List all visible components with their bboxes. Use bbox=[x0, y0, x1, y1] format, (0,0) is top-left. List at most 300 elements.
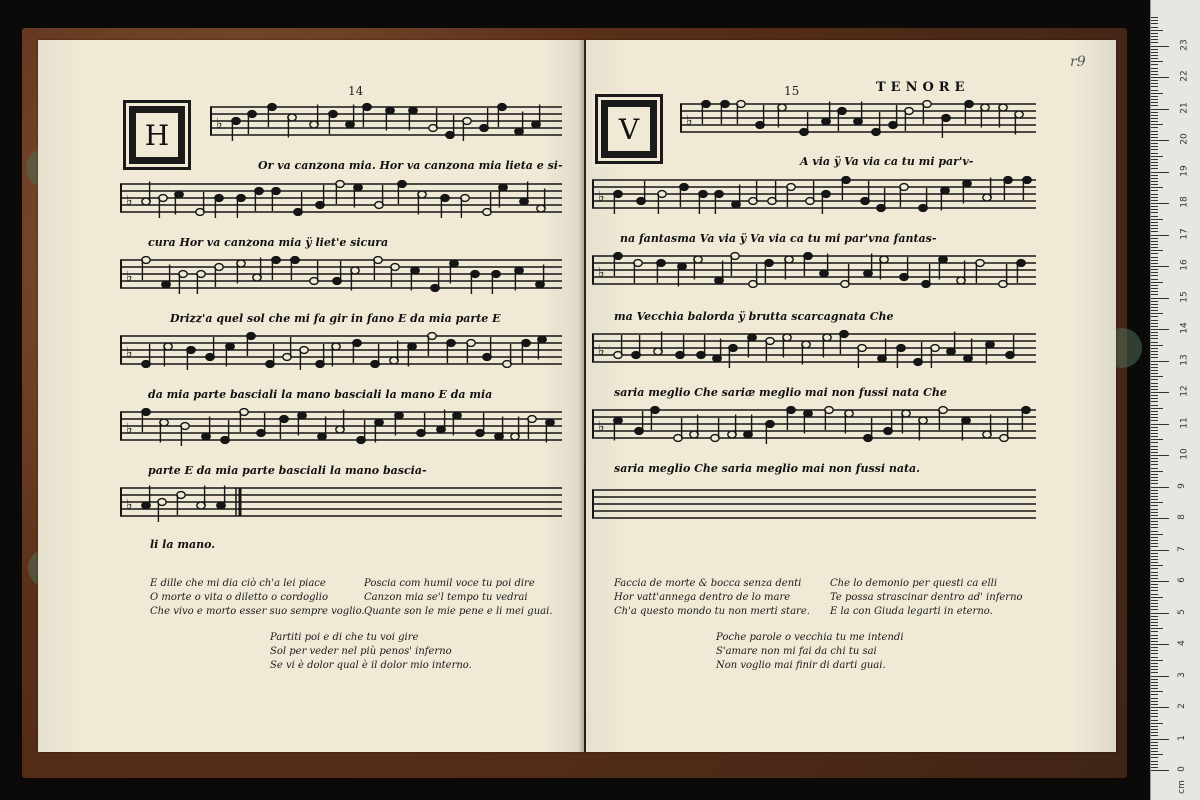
ruler-minor-tick bbox=[1151, 231, 1158, 232]
ruler-minor-tick bbox=[1151, 168, 1158, 169]
ruler-minor-tick bbox=[1151, 156, 1163, 157]
ruler-label: 20 bbox=[1179, 133, 1190, 145]
ruler-minor-tick bbox=[1151, 285, 1158, 286]
ruler-minor-tick bbox=[1151, 23, 1158, 24]
ruler-minor-tick bbox=[1151, 127, 1158, 128]
ruler-minor-tick bbox=[1151, 578, 1158, 579]
ruler-minor-tick bbox=[1151, 471, 1163, 472]
music-staff bbox=[592, 330, 1036, 370]
ruler-minor-tick bbox=[1151, 149, 1158, 150]
ruler-minor-tick bbox=[1151, 461, 1158, 462]
ruler-minor-tick bbox=[1151, 401, 1158, 402]
ruler-minor-tick bbox=[1151, 553, 1158, 554]
ruler-minor-tick bbox=[1151, 90, 1158, 91]
ruler-minor-tick bbox=[1151, 635, 1158, 636]
initial-letter: H bbox=[136, 113, 178, 157]
ruler-minor-tick bbox=[1151, 42, 1158, 43]
ruler-label: 17 bbox=[1179, 227, 1190, 240]
ruler-minor-tick bbox=[1151, 490, 1158, 491]
ruler-minor-tick bbox=[1151, 58, 1158, 59]
ruler-minor-tick bbox=[1151, 540, 1158, 541]
ruler-tick bbox=[1151, 487, 1169, 488]
svg-text:♭: ♭ bbox=[598, 189, 605, 205]
ruler-label: 5 bbox=[1176, 608, 1187, 615]
ruler-label: 13 bbox=[1179, 353, 1190, 366]
ruler-tick bbox=[1151, 676, 1169, 677]
ruler-minor-tick bbox=[1151, 124, 1163, 125]
ruler-minor-tick bbox=[1151, 153, 1158, 154]
verse-stanza bbox=[830, 577, 1023, 619]
ruler-minor-tick bbox=[1151, 49, 1158, 50]
ruler-minor-tick bbox=[1151, 247, 1158, 248]
ruler-minor-tick bbox=[1151, 748, 1158, 749]
ruler-minor-tick bbox=[1151, 439, 1163, 440]
lyric-line: parte E da mia parte basciali la mano bascia- bbox=[148, 464, 427, 477]
ruler-minor-tick bbox=[1151, 27, 1158, 28]
ruler-minor-tick bbox=[1151, 115, 1158, 116]
ruler-minor-tick bbox=[1151, 414, 1158, 415]
ruler-minor-tick bbox=[1151, 257, 1158, 258]
ruler-label: 9 bbox=[1176, 482, 1187, 489]
ruler-minor-tick bbox=[1151, 291, 1158, 292]
verse-line: E la con Giuda legarti in eterno. bbox=[830, 606, 993, 617]
ruler-minor-tick bbox=[1151, 723, 1163, 724]
ruler-minor-tick bbox=[1151, 320, 1158, 321]
ruler-tick bbox=[1151, 46, 1169, 47]
ruler-minor-tick bbox=[1151, 102, 1158, 103]
ruler-minor-tick bbox=[1151, 146, 1158, 147]
ruler-minor-tick bbox=[1151, 332, 1158, 333]
verse-line: O morte o vita o diletto o cordoglio bbox=[150, 592, 328, 603]
ruler-minor-tick bbox=[1151, 181, 1158, 182]
ruler-minor-tick bbox=[1151, 559, 1158, 560]
ruler-minor-tick bbox=[1151, 669, 1158, 670]
ruler-minor-tick bbox=[1151, 502, 1163, 503]
music-staff-empty bbox=[592, 486, 1036, 526]
ruler-minor-tick bbox=[1151, 408, 1163, 409]
ruler-minor-tick bbox=[1151, 427, 1158, 428]
ruler-minor-tick bbox=[1151, 619, 1158, 620]
ruler-minor-tick bbox=[1151, 367, 1158, 368]
ruler-minor-tick bbox=[1151, 83, 1158, 84]
lyric-line: saria meglio Che sariæ meglio mai non fussi nata Che bbox=[614, 386, 947, 399]
ruler-tick bbox=[1151, 77, 1169, 78]
ruler-minor-tick bbox=[1151, 351, 1158, 352]
ruler-minor-tick bbox=[1151, 383, 1158, 384]
ruler-minor-tick bbox=[1151, 537, 1158, 538]
ruler-tick bbox=[1151, 361, 1169, 362]
ruler-minor-tick bbox=[1151, 622, 1158, 623]
ruler-minor-tick bbox=[1151, 666, 1158, 667]
ruler-minor-tick bbox=[1151, 609, 1158, 610]
ruler-minor-tick bbox=[1151, 313, 1163, 314]
svg-text:♭: ♭ bbox=[598, 419, 605, 435]
lyric-line: ma Vecchia balorda ÿ brutta scarcagnata Che bbox=[614, 310, 894, 323]
music-staff bbox=[210, 103, 562, 143]
ruler-tick bbox=[1151, 172, 1169, 173]
ruler-tick bbox=[1151, 739, 1169, 740]
ruler-minor-tick bbox=[1151, 433, 1158, 434]
ruler-minor-tick bbox=[1151, 335, 1158, 336]
ruler-minor-tick bbox=[1151, 534, 1163, 535]
ruler-minor-tick bbox=[1151, 691, 1163, 692]
verse-line: Hor vatt'annega dentro de lo mare bbox=[614, 592, 791, 603]
ruler-minor-tick bbox=[1151, 458, 1158, 459]
ruler-minor-tick bbox=[1151, 39, 1158, 40]
svg-text:♭: ♭ bbox=[126, 269, 133, 285]
ruler-minor-tick bbox=[1151, 606, 1158, 607]
ruler-minor-tick bbox=[1151, 446, 1158, 447]
ruler-minor-tick bbox=[1151, 757, 1158, 758]
ruler-minor-tick bbox=[1151, 546, 1158, 547]
ruler-minor-tick bbox=[1151, 524, 1158, 525]
music-staff bbox=[120, 180, 562, 220]
ruler-minor-tick bbox=[1151, 751, 1158, 752]
ruler-minor-tick bbox=[1151, 20, 1158, 21]
ruler-minor-tick bbox=[1151, 121, 1158, 122]
ruler-minor-tick bbox=[1151, 594, 1158, 595]
ruler-minor-tick bbox=[1151, 672, 1158, 673]
ruler-minor-tick bbox=[1151, 638, 1158, 639]
ruler-minor-tick bbox=[1151, 682, 1158, 683]
ruler-minor-tick bbox=[1151, 625, 1158, 626]
ruler-minor-tick bbox=[1151, 187, 1163, 188]
ruler-minor-tick bbox=[1151, 244, 1158, 245]
verse-stanza bbox=[716, 631, 904, 673]
verse-line: Faccia de morte & bocca senza denti bbox=[614, 578, 802, 589]
ruler-minor-tick bbox=[1151, 685, 1158, 686]
ruler-label: 23 bbox=[1179, 38, 1190, 51]
svg-text:♭: ♭ bbox=[126, 497, 133, 513]
ruler-minor-tick bbox=[1151, 483, 1158, 484]
ruler-minor-tick bbox=[1151, 376, 1163, 377]
ruler-minor-tick bbox=[1151, 323, 1158, 324]
ruler-minor-tick bbox=[1151, 260, 1158, 261]
ruler-minor-tick bbox=[1151, 206, 1158, 207]
ruler-minor-tick bbox=[1151, 165, 1158, 166]
ruler-label: 16 bbox=[1179, 259, 1190, 271]
ruler-minor-tick bbox=[1151, 395, 1158, 396]
music-staff bbox=[120, 256, 562, 296]
ruler-minor-tick bbox=[1151, 197, 1158, 198]
ruler-minor-tick bbox=[1151, 74, 1158, 75]
ruler-minor-tick bbox=[1151, 219, 1163, 220]
ruler-minor-tick bbox=[1151, 452, 1158, 453]
ruler-minor-tick bbox=[1151, 316, 1158, 317]
ruler-minor-tick bbox=[1151, 568, 1158, 569]
verse-line: E dille che mi dia ciò ch'a lei piace bbox=[150, 578, 326, 589]
verse-line: Sol per veder nel più penos' inferno bbox=[270, 646, 452, 657]
ruler-minor-tick bbox=[1151, 162, 1158, 163]
ruler-minor-tick bbox=[1151, 603, 1158, 604]
ruler-minor-tick bbox=[1151, 52, 1158, 53]
music-staff bbox=[120, 332, 562, 372]
ruler-minor-tick bbox=[1151, 225, 1158, 226]
ruler-minor-tick bbox=[1151, 628, 1163, 629]
ruler-minor-tick bbox=[1151, 698, 1158, 699]
ruler-minor-tick bbox=[1151, 269, 1158, 270]
ruler-minor-tick bbox=[1151, 80, 1158, 81]
verse-line: S'amare non mi fai da chi tu sai bbox=[716, 646, 877, 657]
ruler-minor-tick bbox=[1151, 597, 1163, 598]
ruler-minor-tick bbox=[1151, 531, 1158, 532]
ruler-tick bbox=[1151, 266, 1169, 267]
lyric-line: li la mano. bbox=[150, 538, 216, 551]
ruler-minor-tick bbox=[1151, 241, 1158, 242]
ruler-minor-tick bbox=[1151, 468, 1158, 469]
ruler-minor-tick bbox=[1151, 493, 1158, 494]
ruler-minor-tick bbox=[1151, 194, 1158, 195]
ruler-label: 19 bbox=[1179, 164, 1190, 177]
svg-text:♭: ♭ bbox=[598, 265, 605, 281]
ruler-minor-tick bbox=[1151, 436, 1158, 437]
ruler-tick bbox=[1151, 644, 1169, 645]
ruler-minor-tick bbox=[1151, 398, 1158, 399]
ruler-tick bbox=[1151, 581, 1169, 582]
ruler-minor-tick bbox=[1151, 68, 1158, 69]
ruler-minor-tick bbox=[1151, 222, 1158, 223]
ruler-minor-tick bbox=[1151, 61, 1163, 62]
ruler-minor-tick bbox=[1151, 373, 1158, 374]
ruler-tick bbox=[1151, 140, 1169, 141]
ruler-minor-tick bbox=[1151, 275, 1158, 276]
ruler-minor-tick bbox=[1151, 449, 1158, 450]
ruler-minor-tick bbox=[1151, 509, 1158, 510]
ruler-minor-tick bbox=[1151, 143, 1158, 144]
music-staff bbox=[680, 100, 1036, 140]
ruler-minor-tick bbox=[1151, 411, 1158, 412]
verse-line: Poscia com humil voce tu poi dire bbox=[364, 578, 535, 589]
ruler-minor-tick bbox=[1151, 572, 1158, 573]
lyric-line: saria meglio Che saria meglio mai non fussi nata. bbox=[614, 462, 921, 475]
ruler-minor-tick bbox=[1151, 86, 1158, 87]
ruler-minor-tick bbox=[1151, 64, 1158, 65]
ruler-minor-tick bbox=[1151, 641, 1158, 642]
ruler-minor-tick bbox=[1151, 184, 1158, 185]
ruler-minor-tick bbox=[1151, 263, 1158, 264]
ruler-minor-tick bbox=[1151, 405, 1158, 406]
ruler-minor-tick bbox=[1151, 732, 1158, 733]
ruler-tick bbox=[1151, 424, 1169, 425]
ruler-minor-tick bbox=[1151, 701, 1158, 702]
ruler-minor-tick bbox=[1151, 710, 1158, 711]
ruler-minor-tick bbox=[1151, 584, 1158, 585]
ruler-tick bbox=[1151, 329, 1169, 330]
ruler-minor-tick bbox=[1151, 660, 1163, 661]
ruler-label: 11 bbox=[1179, 416, 1190, 429]
ruler-label: 15 bbox=[1179, 290, 1190, 303]
ruler-minor-tick bbox=[1151, 238, 1158, 239]
ruler-tick bbox=[1151, 392, 1169, 393]
svg-text:♭: ♭ bbox=[126, 193, 133, 209]
initial-letter: V bbox=[608, 107, 650, 151]
ruler-minor-tick bbox=[1151, 386, 1158, 387]
ruler-minor-tick bbox=[1151, 726, 1158, 727]
ruler-minor-tick bbox=[1151, 417, 1158, 418]
ruler-minor-tick bbox=[1151, 118, 1158, 119]
ruler-minor-tick bbox=[1151, 342, 1158, 343]
ruler-minor-tick bbox=[1151, 430, 1158, 431]
ruler-minor-tick bbox=[1151, 474, 1158, 475]
ruler-minor-tick bbox=[1151, 477, 1158, 478]
ruler-minor-tick bbox=[1151, 464, 1158, 465]
ruler-minor-tick bbox=[1151, 480, 1158, 481]
ruler-minor-tick bbox=[1151, 527, 1158, 528]
ruler-minor-tick bbox=[1151, 742, 1158, 743]
ruler-minor-tick bbox=[1151, 282, 1163, 283]
lyric-line: cura Hor va canzona mia ÿ liet'e sicura bbox=[148, 236, 389, 249]
ruler-tick bbox=[1151, 707, 1169, 708]
music-staff bbox=[120, 408, 562, 448]
ruler-minor-tick bbox=[1151, 720, 1158, 721]
ruler-minor-tick bbox=[1151, 294, 1158, 295]
verse-stanza bbox=[270, 631, 472, 673]
verse-stanza bbox=[150, 577, 365, 619]
ruler-minor-tick bbox=[1151, 754, 1163, 755]
ruler-minor-tick bbox=[1151, 505, 1158, 506]
ruler-label: 22 bbox=[1179, 70, 1190, 82]
ruler-minor-tick bbox=[1151, 71, 1158, 72]
verse-line: Ch'a questo mondo tu non merti stare. bbox=[614, 606, 810, 617]
ruler-minor-tick bbox=[1151, 33, 1158, 34]
svg-text:♭: ♭ bbox=[216, 116, 223, 132]
ruler-minor-tick bbox=[1151, 348, 1158, 349]
ruler-minor-tick bbox=[1151, 364, 1158, 365]
svg-text:♭: ♭ bbox=[126, 345, 133, 361]
ruler-minor-tick bbox=[1151, 272, 1158, 273]
ruler-minor-tick bbox=[1151, 729, 1158, 730]
ruler-minor-tick bbox=[1151, 131, 1158, 132]
ruler-minor-tick bbox=[1151, 253, 1158, 254]
ruler-minor-tick bbox=[1151, 159, 1158, 160]
ruler-minor-tick bbox=[1151, 379, 1158, 380]
ruler-tick bbox=[1151, 518, 1169, 519]
ruler-minor-tick bbox=[1151, 496, 1158, 497]
ruler-tick bbox=[1151, 298, 1169, 299]
ruler-minor-tick bbox=[1151, 716, 1158, 717]
ruler-minor-tick bbox=[1151, 694, 1158, 695]
right-page-number: 15 bbox=[784, 84, 800, 98]
ruler-minor-tick bbox=[1151, 704, 1158, 705]
verse-line: Partiti poi e di che tu voi gire bbox=[270, 632, 419, 643]
ruler-minor-tick bbox=[1151, 764, 1158, 765]
ruler-minor-tick bbox=[1151, 279, 1158, 280]
ruler-label: 6 bbox=[1176, 577, 1187, 583]
ruler-minor-tick bbox=[1151, 105, 1158, 106]
ruler-label: 0 bbox=[1176, 766, 1187, 772]
ruler-minor-tick bbox=[1151, 338, 1158, 339]
part-name: TENORE bbox=[876, 80, 970, 95]
ruler-minor-tick bbox=[1151, 55, 1158, 56]
ruler-minor-tick bbox=[1151, 745, 1158, 746]
ruler-minor-tick bbox=[1151, 17, 1158, 18]
decorated-initial-left bbox=[120, 97, 194, 173]
ruler-minor-tick bbox=[1151, 36, 1158, 37]
ruler-minor-tick bbox=[1151, 556, 1158, 557]
ruler-label: 18 bbox=[1179, 196, 1190, 208]
ruler-minor-tick bbox=[1151, 96, 1158, 97]
ruler-label: 7 bbox=[1176, 545, 1187, 552]
verse-line: Canzon mia se'l tempo tu vedrai bbox=[364, 592, 528, 603]
ruler-minor-tick bbox=[1151, 250, 1163, 251]
music-staff bbox=[592, 252, 1036, 292]
ruler-minor-tick bbox=[1151, 515, 1158, 516]
ruler-minor-tick bbox=[1151, 357, 1158, 358]
ruler-label: 1 bbox=[1176, 734, 1187, 741]
ruler-minor-tick bbox=[1151, 650, 1158, 651]
svg-text:♭: ♭ bbox=[598, 343, 605, 359]
ruler-minor-tick bbox=[1151, 735, 1158, 736]
verse-line: Se vi è dolor qual è il dolor mio interno. bbox=[270, 660, 472, 671]
ruler-label: 21 bbox=[1179, 101, 1190, 114]
ruler-label: 3 bbox=[1176, 671, 1187, 678]
lyric-line: A via ÿ Va via ca tu mi par'v- bbox=[800, 155, 974, 168]
verse-line: Poche parole o vecchia tu me intendi bbox=[716, 632, 904, 643]
ruler-minor-tick bbox=[1151, 657, 1158, 658]
ruler-minor-tick bbox=[1151, 307, 1158, 308]
ruler-minor-tick bbox=[1151, 310, 1158, 311]
ruler-minor-tick bbox=[1151, 600, 1158, 601]
decorated-initial-right bbox=[592, 91, 666, 167]
ruler-minor-tick bbox=[1151, 30, 1163, 31]
ruler-minor-tick bbox=[1151, 575, 1158, 576]
ruler-minor-tick bbox=[1151, 216, 1158, 217]
ruler-minor-tick bbox=[1151, 389, 1158, 390]
ruler-label: 12 bbox=[1179, 385, 1190, 397]
ruler-minor-tick bbox=[1151, 200, 1158, 201]
ruler-minor-tick bbox=[1151, 543, 1158, 544]
ruler-minor-tick bbox=[1151, 93, 1163, 94]
ruler-minor-tick bbox=[1151, 354, 1158, 355]
svg-text:♭: ♭ bbox=[686, 113, 693, 129]
ruler-minor-tick bbox=[1151, 761, 1158, 762]
ruler-minor-tick bbox=[1151, 420, 1158, 421]
ruler-minor-tick bbox=[1151, 631, 1158, 632]
folio-number: r9 bbox=[1070, 54, 1086, 70]
ruler-minor-tick bbox=[1151, 663, 1158, 664]
lyric-line: Drizz'a quel sol che mi fa gir in fano E da mia parte E bbox=[170, 312, 501, 325]
verse-stanza bbox=[614, 577, 810, 619]
lyric-line: da mia parte basciali la mano basciali la mano E da mia bbox=[148, 388, 493, 401]
ruler-minor-tick bbox=[1151, 112, 1158, 113]
ruler-label: 10 bbox=[1179, 448, 1190, 460]
ruler-minor-tick bbox=[1151, 175, 1158, 176]
ruler-tick bbox=[1151, 770, 1169, 771]
ruler-tick bbox=[1151, 109, 1169, 110]
ruler-minor-tick bbox=[1151, 228, 1158, 229]
svg-text:♭: ♭ bbox=[126, 421, 133, 437]
ruler-minor-tick bbox=[1151, 653, 1158, 654]
verse-line: Che lo demonio per questi ca elli bbox=[830, 578, 998, 589]
ruler-minor-tick bbox=[1151, 288, 1158, 289]
ruler-minor-tick bbox=[1151, 137, 1158, 138]
ruler-minor-tick bbox=[1151, 562, 1158, 563]
lyric-line: Or va canzona mia. Hor va canzona mia lieta e si- bbox=[258, 159, 563, 172]
ruler-minor-tick bbox=[1151, 442, 1158, 443]
ruler-minor-tick bbox=[1151, 209, 1158, 210]
ruler-minor-tick bbox=[1151, 326, 1158, 327]
ruler-minor-tick bbox=[1151, 767, 1158, 768]
measuring-ruler bbox=[1150, 0, 1200, 800]
verse-line: Quante son le mie pene e li mei guai. bbox=[364, 606, 553, 617]
ruler-tick bbox=[1151, 235, 1169, 236]
ruler-minor-tick bbox=[1151, 304, 1158, 305]
ruler-minor-tick bbox=[1151, 190, 1158, 191]
ruler-minor-tick bbox=[1151, 679, 1158, 680]
ruler-minor-tick bbox=[1151, 587, 1158, 588]
ruler-tick bbox=[1151, 203, 1169, 204]
ruler-tick bbox=[1151, 613, 1169, 614]
